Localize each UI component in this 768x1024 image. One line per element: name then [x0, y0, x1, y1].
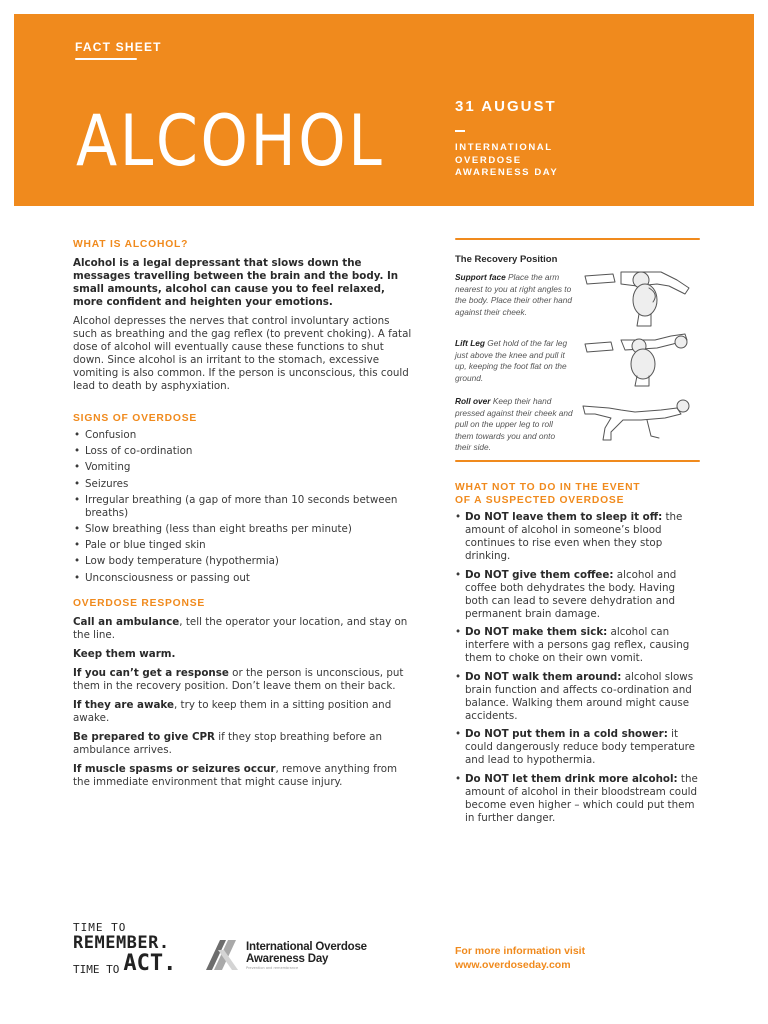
orange-divider [455, 238, 700, 240]
recovery-figure-support-face-icon [581, 266, 691, 330]
signs-list [73, 429, 415, 585]
fact-sheet-label: FACT SHEET [75, 40, 162, 54]
list-item: • Vomiting [73, 461, 415, 474]
what-is-heading: WHAT IS ALCOHOL? [73, 239, 189, 250]
list-item: • Low body temperature (hypothermia) [73, 555, 415, 568]
recovery-step [455, 272, 700, 334]
header-banner [14, 14, 754, 206]
left-column [73, 238, 415, 789]
response-item-text: or the person is unconscious, put them in the recovery position. Don’t leave them on their back. [73, 666, 404, 692]
dont-item-bold: Do NOT make them sick: [465, 626, 608, 638]
more-info-text: For more information visit [455, 945, 586, 957]
what-is-body: Alcohol depresses the nerves that control involuntary actions such as breathing and the gag reflex (to prevent choking). A fatal dose of alcohol will eventually cause these functions to shut down. Since alcohol is an irritant to the stomach, excessive vomiting is also common. If the person is unconscious, this could lead to death by asphyxiation. [73, 315, 412, 392]
response-item-bold: Keep them warm. [73, 647, 176, 660]
logo-line [73, 953, 176, 975]
list-item [455, 773, 700, 825]
list-item: • Loss of co-ordination [73, 445, 415, 458]
more-info [455, 944, 585, 972]
dont-item-text: it could dangerously reduce body temperature and lead to hypothermia. [465, 728, 695, 766]
recovery-step-text [455, 396, 573, 454]
recovery-step-text [455, 338, 573, 384]
recovery-position-title: The Recovery Position [455, 254, 558, 265]
iod-logo-line: International Overdose [246, 941, 367, 953]
response-item [73, 731, 415, 757]
date-dash [455, 130, 465, 132]
list-item [455, 728, 700, 767]
dont-item-bold: Do NOT let them drink more alcohol: [465, 772, 678, 785]
logo-line-part: ACT. [123, 951, 177, 976]
response-item-text: , tell the operator your location, and stay on the line. [73, 615, 408, 641]
fact-sheet-underline [75, 58, 137, 60]
iod-logo-text [246, 942, 367, 965]
response-item [73, 667, 415, 693]
iod-tagline: Prevention and remembrance [246, 966, 299, 970]
page-title: ALCOHOL [76, 100, 385, 182]
recovery-step-label: Lift Leg [455, 338, 485, 348]
response-item-bold: Be prepared to give CPR [73, 730, 215, 743]
recovery-step-desc: Place the arm nearest to you at right angles to the body. Place their other hand against their cheek. [455, 272, 573, 317]
recovery-step [455, 396, 700, 458]
response-heading: OVERDOSE RESPONSE [73, 597, 206, 609]
response-item-text: , remove anything from the immediate environment that might cause injury. [73, 762, 398, 788]
list-item: • Slow breathing (less than eight breaths per minute) [73, 523, 415, 536]
response-item-bold: Call an ambulance [73, 615, 180, 628]
website-link[interactable]: www.overdoseday.com [455, 959, 571, 971]
recovery-step-text [455, 272, 573, 318]
list-item: • Confusion [73, 429, 415, 442]
list-item [455, 626, 700, 665]
recovery-step-desc: Get hold of the far leg just above the knee and pull it up, keeping the foot flat on the ground. [455, 338, 568, 383]
dont-heading-line: OF A SUSPECTED OVERDOSE [455, 494, 625, 506]
recovery-step-desc: Keep their hand pressed against their cheek and pull on the upper leg to roll them towards you and onto their side. [455, 396, 573, 452]
response-item-bold: If they are awake [73, 698, 174, 711]
response-item-bold: If muscle spasms or seizures occur [73, 762, 276, 775]
dont-item-text: alcohol and coffee both dehydrates the body. Having both can lead to severe dehydration and permanent brain damage. [465, 568, 677, 620]
logo-line-part: TIME TO [73, 963, 120, 976]
dont-item-bold: Do NOT walk them around: [465, 670, 622, 683]
dont-item-bold: Do NOT leave them to sleep it off: [465, 511, 663, 523]
iod-logo-line: Awareness Day [246, 952, 329, 965]
dont-list [455, 511, 700, 825]
list-item [455, 511, 700, 563]
dont-item-text: the amount of alcohol in someone’s blood continues to rise even when they stop drinking. [465, 511, 683, 562]
response-item-text: if they stop breathing before an ambulance arrives. [73, 730, 382, 756]
logo-line: REMEMBER. [73, 933, 170, 953]
event-name-line: AWARENESS DAY [455, 167, 559, 178]
response-item-text: , try to keep them in a sitting position and awake. [73, 698, 392, 724]
logo-line: TIME TO [73, 921, 127, 934]
dont-heading-line: WHAT NOT TO DO IN THE EVENT [455, 482, 641, 493]
right-column [455, 238, 700, 830]
list-item: • Pale or blue tinged skin [73, 539, 415, 552]
event-date: 31 AUGUST [455, 98, 557, 115]
list-item: • Seizures [73, 478, 415, 491]
response-item [73, 699, 415, 725]
recovery-figure-lift-leg-icon [581, 332, 691, 390]
event-name-line: INTERNATIONAL [455, 142, 553, 153]
what-is-intro: Alcohol is a legal depressant that slows down the messages travelling between the brain and the body. In small amounts, alcohol can cause you to feel relaxed, more confident and heighten your emotions. [73, 257, 399, 308]
signs-heading: SIGNS OF OVERDOSE [73, 413, 198, 424]
response-item-bold: If you can’t get a response [73, 666, 229, 679]
recovery-step-label: Roll over [455, 396, 491, 406]
list-item: • Irregular breathing (a gap of more than 10 seconds between breaths) [73, 494, 415, 520]
dont-item-text: alcohol slows brain function and affects co-ordination and balance. Walking them around might cause accidents. [465, 670, 694, 722]
dont-item-bold: Do NOT give them coffee: [465, 568, 614, 581]
list-item [455, 569, 700, 621]
list-item [455, 671, 700, 723]
orange-divider [455, 460, 700, 462]
iod-logo [204, 938, 382, 972]
event-name [455, 142, 558, 180]
recovery-figure-roll-over-icon [581, 396, 691, 446]
time-to-remember-logo [73, 922, 176, 975]
dont-item-bold: Do NOT put them in a cold shower: [465, 728, 668, 740]
response-item [73, 616, 415, 642]
dont-item-text: the amount of alcohol in their bloodstream could become even higher – which could put them in further danger. [465, 772, 698, 824]
response-item [73, 763, 415, 789]
list-item: • Unconsciousness or passing out [73, 572, 415, 585]
dont-heading [455, 482, 700, 507]
response-item [73, 648, 415, 661]
event-name-line: OVERDOSE [455, 154, 522, 166]
dont-item-text: alcohol can interfere with a persons gag reflex, causing them to choke on their own vomit. [465, 626, 690, 664]
recovery-step [455, 338, 700, 392]
response-list [73, 616, 415, 789]
recovery-step-label: Support face [455, 272, 506, 282]
iod-emblem-icon [204, 938, 240, 972]
